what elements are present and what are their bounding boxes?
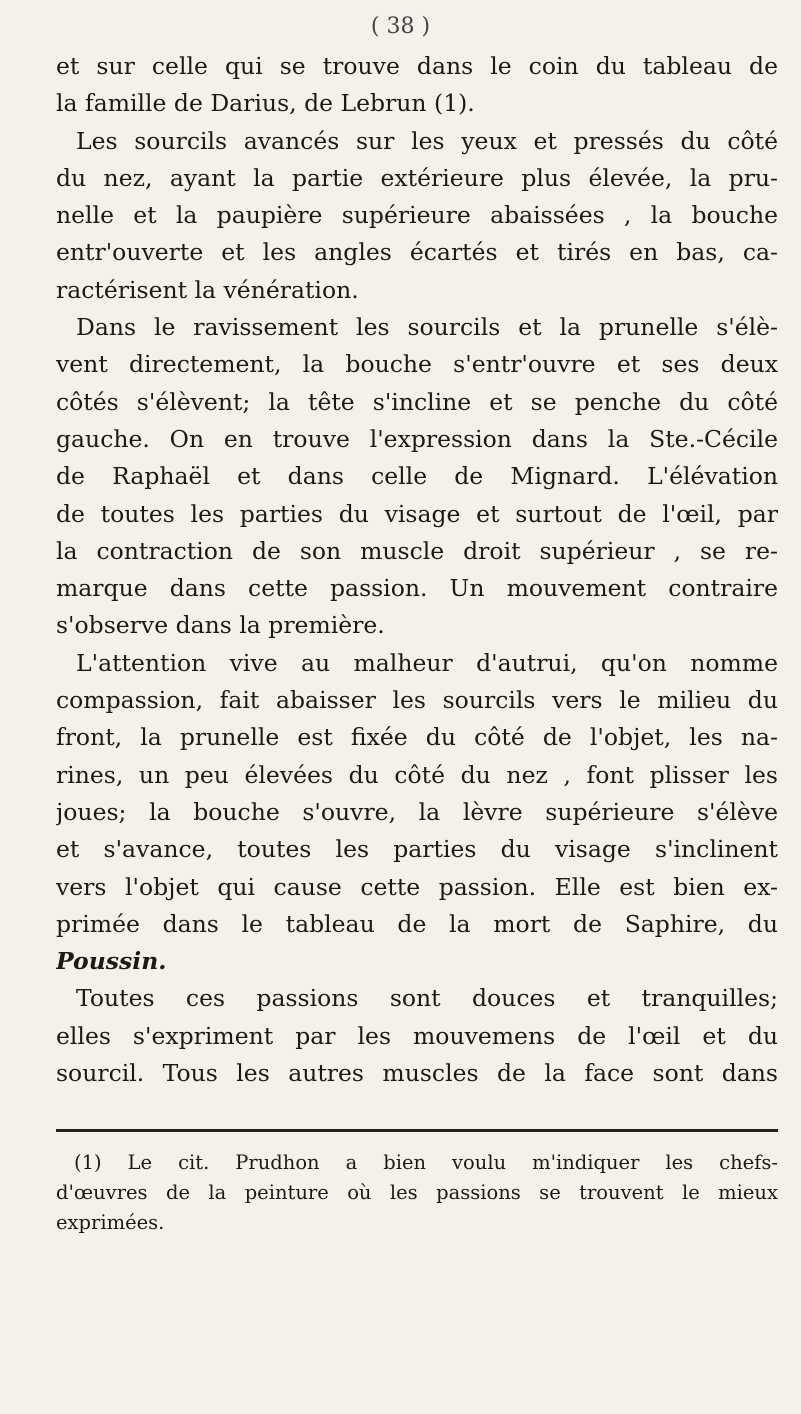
text-line: de toutes les parties du visage et surtout de l'œil, par [56,499,778,528]
page-number: ( 38 ) [370,14,431,39]
text-line: la contraction de son muscle droit supérieur , se re- [56,536,778,565]
footnote-line: exprimées. [56,1211,165,1234]
text-line: marque dans cette passion. Un mouvement contraire [56,574,778,603]
text-line: entr'ouverte et les angles écartés et tirés en bas, ca- [56,238,778,267]
text-line: compassion, fait abaisser les sourcils vers le milieu du [56,686,778,715]
text-line: Dans le ravissement les sourcils et la prunelle s'élè- [76,313,778,342]
text-line: primée dans le tableau de la mort de Saphire, du [56,909,778,938]
text-line: Les sourcils avancés sur les yeux et pressés du côté [76,126,778,155]
footnote-line: (1) Le cit. Prudhon a bien voulu m'indiquer les chefs- [74,1151,778,1174]
text-line: Toutes ces passions sont douces et tranquilles; [76,984,778,1013]
text-line: nelle et la paupière supérieure abaissées , la bouche [56,201,778,230]
footnote [56,1148,778,1238]
text-line: front, la prunelle est fixée du côté de l'objet, les na- [56,723,778,752]
text-line: elles s'expriment par les mouvemens de l'œil et du [56,1021,778,1050]
text-line: L'attention vive au malheur d'autrui, qu'on nomme [76,648,778,677]
text-line: rines, un peu élevées du côté du nez , font plisser les [56,760,778,789]
text-line: sourcil. Tous les autres muscles de la face sont dans [56,1059,778,1088]
text-line: joues; la bouche s'ouvre, la lèvre supérieure s'élève [56,797,778,826]
footnote-divider [56,1129,778,1132]
text-line: côtés s'élèvent; la tête s'incline et se penche du côté [56,387,778,416]
text-line: du nez, ayant la partie extérieure plus élevée, la pru- [56,163,778,192]
body-text [56,48,778,1092]
text-line: ractérisent la vénération. [56,275,359,304]
text-line: de Raphaël et dans celle de Mignard. L'élévation [56,462,778,491]
footnote-line: d'œuvres de la peinture où les passions se trouvent le mieux [56,1181,778,1204]
text-line: la famille de Darius, de Lebrun (1). [56,89,475,118]
text-line: et sur celle qui se trouve dans le coin du tableau de [56,52,778,80]
text-line: Poussin. [56,947,167,976]
text-line: s'observe dans la première. [56,611,385,640]
text-line: gauche. On en trouve l'expression dans la Ste.-Cécile [56,424,778,453]
text-line: et s'avance, toutes les parties du visage s'inclinent [56,835,778,864]
text-line: vent directement, la bouche s'entr'ouvre et ses deux [56,350,778,379]
text-line: vers l'objet qui cause cette passion. Elle est bien ex- [56,872,778,901]
